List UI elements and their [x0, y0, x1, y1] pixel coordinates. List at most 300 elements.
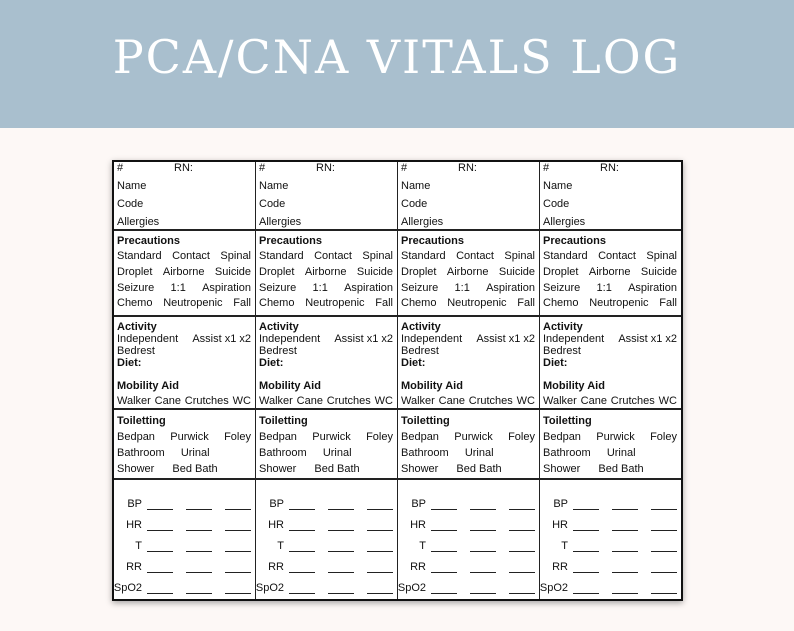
toileting-section: [256, 410, 397, 480]
vitals-section: [114, 480, 255, 599]
precaution-option: Contact: [172, 250, 210, 262]
blank-line[interactable]: [431, 551, 457, 552]
toileting-option: Bed Bath: [456, 463, 502, 475]
vital-row-spo2: [114, 582, 255, 596]
precautions-row: [259, 297, 393, 309]
blank-line[interactable]: [186, 593, 212, 594]
blank-line[interactable]: [186, 551, 212, 552]
blank-line[interactable]: [651, 572, 677, 573]
mobility-aid-heading: Mobility Aid: [259, 380, 321, 392]
precautions-row: [117, 266, 251, 278]
independent-option: Independent: [543, 333, 605, 345]
name-label: Name: [543, 180, 573, 192]
code-label: Code: [543, 198, 570, 210]
blank-line[interactable]: [186, 530, 212, 531]
vital-row-bp: [540, 498, 681, 512]
mobility-aid-heading: Mobility Aid: [401, 380, 463, 392]
toileting-option: Shower: [117, 463, 155, 475]
blank-line[interactable]: [328, 509, 354, 510]
precautions-row: [401, 297, 535, 309]
patient-info-section: [114, 162, 255, 231]
patient-column: [256, 162, 398, 599]
precaution-option: Airborne: [446, 266, 489, 278]
blank-line[interactable]: [612, 572, 638, 573]
blank-line[interactable]: [509, 572, 535, 573]
precautions-row: [401, 266, 535, 278]
precautions-heading: Precautions: [401, 235, 464, 247]
blank-line[interactable]: [225, 593, 251, 594]
blank-line[interactable]: [289, 530, 315, 531]
mobility-option: Crutches: [184, 395, 229, 407]
precaution-option: Airborne: [304, 266, 347, 278]
independent-option: Independent: [117, 333, 179, 345]
activity-section: [398, 317, 539, 410]
rn-label: RN:: [458, 162, 477, 174]
vital-row-spo2: [256, 582, 397, 596]
mobility-option: Walker: [259, 395, 293, 407]
page-title: PCA/CNA VITALS LOG: [112, 30, 682, 84]
activity-section: [540, 317, 681, 410]
header-banner: [0, 0, 794, 128]
blank-line[interactable]: [470, 530, 496, 531]
toileting-option: Bed Bath: [172, 463, 218, 475]
assist-option: Assist x1 x2: [618, 333, 677, 345]
precautions-heading: Precautions: [117, 235, 180, 247]
vital-row-t: [398, 540, 539, 554]
toileting-section: [114, 410, 255, 480]
activity-row: [401, 333, 535, 345]
blank-line[interactable]: [612, 593, 638, 594]
precautions-heading: Precautions: [543, 235, 606, 247]
vital-label: T: [419, 540, 426, 552]
vital-row-bp: [398, 498, 539, 512]
rn-label: RN:: [316, 162, 335, 174]
blank-line[interactable]: [367, 551, 393, 552]
vital-label: RR: [126, 561, 142, 573]
bedrest-option: Bedrest: [401, 345, 439, 357]
precaution-option: Aspiration: [202, 282, 251, 294]
blank-line[interactable]: [147, 509, 173, 510]
toileting-heading: Toiletting: [259, 415, 308, 427]
vital-row-rr: [540, 561, 681, 575]
precaution-option: Seizure: [117, 282, 155, 294]
blank-line[interactable]: [328, 572, 354, 573]
vital-row-hr: [114, 519, 255, 533]
precautions-row: [259, 266, 393, 278]
precaution-option: Chemo: [543, 297, 579, 309]
code-label: Code: [401, 198, 428, 210]
patient-number-label: #: [117, 162, 124, 174]
toileting-option: Shower: [401, 463, 439, 475]
blank-line[interactable]: [225, 572, 251, 573]
name-label: Name: [259, 180, 289, 192]
blank-line[interactable]: [612, 551, 638, 552]
blank-line[interactable]: [573, 509, 599, 510]
toileting-row: [401, 463, 535, 475]
vital-label: SpO2: [397, 582, 426, 594]
blank-line[interactable]: [651, 593, 677, 594]
vital-row-spo2: [540, 582, 681, 596]
mobility-option: WC: [374, 395, 393, 407]
blank-line[interactable]: [289, 509, 315, 510]
toileting-row: [401, 447, 535, 459]
blank-line[interactable]: [431, 509, 457, 510]
vital-label: T: [561, 540, 568, 552]
rn-label: RN:: [600, 162, 619, 174]
precaution-option: Suicide: [214, 266, 251, 278]
precaution-option: Airborne: [588, 266, 631, 278]
vitals-section: [256, 480, 397, 599]
vital-row-t: [540, 540, 681, 554]
activity-heading: Activity: [401, 321, 441, 333]
precautions-section: [256, 231, 397, 317]
vital-label: RR: [552, 561, 568, 573]
vital-row-bp: [114, 498, 255, 512]
precaution-option: Seizure: [543, 282, 581, 294]
allergies-label: Allergies: [259, 216, 302, 228]
vital-label: HR: [552, 519, 568, 531]
allergies-label: Allergies: [117, 216, 160, 228]
precaution-option: Droplet: [401, 266, 437, 278]
toileting-option: Bedpan: [543, 431, 581, 443]
precaution-option: Aspiration: [628, 282, 677, 294]
precaution-option: Standard: [543, 250, 588, 262]
mobility-option: Cane: [438, 395, 465, 407]
vital-row-t: [114, 540, 255, 554]
diet-label: Diet:: [543, 357, 568, 369]
blank-line[interactable]: [470, 593, 496, 594]
vital-row-hr: [540, 519, 681, 533]
vital-label: HR: [268, 519, 284, 531]
blank-line[interactable]: [509, 530, 535, 531]
mobility-row: [401, 395, 535, 407]
precautions-row: [543, 250, 677, 262]
blank-line[interactable]: [612, 530, 638, 531]
precaution-option: Suicide: [498, 266, 535, 278]
blank-line[interactable]: [367, 572, 393, 573]
blank-line[interactable]: [328, 593, 354, 594]
toileting-option: Bathroom: [543, 447, 591, 459]
vital-row-hr: [256, 519, 397, 533]
mobility-option: WC: [658, 395, 677, 407]
assist-option: Assist x1 x2: [476, 333, 535, 345]
vital-label: SpO2: [113, 582, 142, 594]
precaution-option: 1:1: [454, 282, 470, 294]
blank-line[interactable]: [651, 509, 677, 510]
toileting-option: Purwick: [454, 431, 493, 443]
blank-line[interactable]: [328, 530, 354, 531]
toileting-row: [259, 463, 393, 475]
vital-row-rr: [114, 561, 255, 575]
patient-column: [398, 162, 540, 599]
precautions-row: [117, 250, 251, 262]
precautions-section: [540, 231, 681, 317]
toileting-option: Bathroom: [259, 447, 307, 459]
toileting-option: Purwick: [170, 431, 209, 443]
vital-label: BP: [127, 498, 142, 510]
precaution-option: Chemo: [401, 297, 437, 309]
activity-section: [114, 317, 255, 410]
precaution-option: Fall: [517, 297, 535, 309]
precaution-option: 1:1: [312, 282, 328, 294]
toileting-option: Bathroom: [401, 447, 449, 459]
precaution-option: Aspiration: [344, 282, 393, 294]
rn-label: RN:: [174, 162, 193, 174]
precaution-option: Droplet: [259, 266, 295, 278]
diet-label: Diet:: [117, 357, 142, 369]
vitals-section: [398, 480, 539, 599]
blank-line[interactable]: [573, 551, 599, 552]
toileting-option: Bedpan: [401, 431, 439, 443]
bedrest-option: Bedrest: [259, 345, 297, 357]
toileting-option: Bed Bath: [314, 463, 360, 475]
vital-row-spo2: [398, 582, 539, 596]
bedrest-option: Bedrest: [543, 345, 581, 357]
vital-label: HR: [126, 519, 142, 531]
blank-line[interactable]: [573, 572, 599, 573]
precautions-row: [401, 250, 535, 262]
patient-number-label: #: [543, 162, 550, 174]
blank-line[interactable]: [186, 509, 212, 510]
precaution-option: Standard: [117, 250, 162, 262]
precaution-option: Contact: [314, 250, 352, 262]
toileting-option: Bathroom: [117, 447, 165, 459]
name-label: Name: [117, 180, 147, 192]
toileting-option: Foley: [650, 431, 677, 443]
mobility-option: Crutches: [326, 395, 371, 407]
blank-line[interactable]: [367, 509, 393, 510]
blank-line[interactable]: [289, 593, 315, 594]
blank-line[interactable]: [431, 572, 457, 573]
mobility-row: [259, 395, 393, 407]
precaution-option: Suicide: [356, 266, 393, 278]
toileting-option: Foley: [366, 431, 393, 443]
toileting-option: Purwick: [312, 431, 351, 443]
blank-line[interactable]: [573, 593, 599, 594]
name-label: Name: [401, 180, 431, 192]
precautions-section: [398, 231, 539, 317]
blank-line[interactable]: [509, 509, 535, 510]
precaution-option: Seizure: [401, 282, 439, 294]
vital-label: RR: [268, 561, 284, 573]
toileting-row: [117, 463, 251, 475]
toileting-option: Foley: [508, 431, 535, 443]
patient-number-label: #: [259, 162, 266, 174]
blank-line[interactable]: [147, 593, 173, 594]
allergies-label: Allergies: [543, 216, 586, 228]
mobility-option: WC: [232, 395, 251, 407]
vital-row-t: [256, 540, 397, 554]
vitals-log-sheet: [112, 160, 683, 601]
precaution-option: Contact: [598, 250, 636, 262]
toileting-option: Urinal: [180, 447, 210, 459]
precautions-row: [401, 282, 535, 294]
blank-line[interactable]: [509, 593, 535, 594]
code-label: Code: [259, 198, 286, 210]
precaution-option: Standard: [259, 250, 304, 262]
vital-row-rr: [398, 561, 539, 575]
blank-line[interactable]: [186, 572, 212, 573]
precaution-option: Seizure: [259, 282, 297, 294]
vital-row-hr: [398, 519, 539, 533]
blank-line[interactable]: [225, 509, 251, 510]
precaution-option: Spinal: [646, 250, 677, 262]
blank-line[interactable]: [470, 572, 496, 573]
precaution-option: Contact: [456, 250, 494, 262]
precaution-option: Spinal: [220, 250, 251, 262]
vital-label: T: [135, 540, 142, 552]
blank-line[interactable]: [470, 551, 496, 552]
activity-heading: Activity: [259, 321, 299, 333]
precaution-option: Chemo: [117, 297, 153, 309]
precaution-option: Neutropenic: [305, 297, 365, 309]
mobility-row: [117, 395, 251, 407]
blank-line[interactable]: [289, 572, 315, 573]
mobility-option: Walker: [543, 395, 577, 407]
independent-option: Independent: [259, 333, 321, 345]
toileting-row: [543, 463, 677, 475]
activity-row: [259, 333, 393, 345]
blank-line[interactable]: [328, 551, 354, 552]
toileting-option: Purwick: [596, 431, 635, 443]
precaution-option: Neutropenic: [589, 297, 649, 309]
blank-line[interactable]: [147, 530, 173, 531]
assist-option: Assist x1 x2: [334, 333, 393, 345]
activity-row: [543, 333, 677, 345]
toileting-row: [543, 447, 677, 459]
vital-label: HR: [410, 519, 426, 531]
precaution-option: Droplet: [543, 266, 579, 278]
blank-line[interactable]: [147, 572, 173, 573]
activity-section: [256, 317, 397, 410]
vital-label: SpO2: [539, 582, 568, 594]
toileting-section: [398, 410, 539, 480]
toileting-option: Urinal: [606, 447, 636, 459]
blank-line[interactable]: [367, 593, 393, 594]
precautions-section: [114, 231, 255, 317]
toileting-option: Bedpan: [117, 431, 155, 443]
precaution-option: 1:1: [596, 282, 612, 294]
activity-row: [117, 333, 251, 345]
patient-info-section: [540, 162, 681, 231]
mobility-row: [543, 395, 677, 407]
blank-line[interactable]: [367, 530, 393, 531]
vital-label: SpO2: [255, 582, 284, 594]
blank-line[interactable]: [289, 551, 315, 552]
toileting-row: [543, 431, 677, 443]
toileting-row: [401, 431, 535, 443]
precaution-option: Spinal: [362, 250, 393, 262]
precaution-option: Chemo: [259, 297, 295, 309]
blank-line[interactable]: [509, 551, 535, 552]
activity-heading: Activity: [543, 321, 583, 333]
toileting-row: [117, 431, 251, 443]
allergies-label: Allergies: [401, 216, 444, 228]
precaution-option: Fall: [375, 297, 393, 309]
toileting-heading: Toiletting: [117, 415, 166, 427]
toileting-heading: Toiletting: [401, 415, 450, 427]
blank-line[interactable]: [651, 551, 677, 552]
blank-line[interactable]: [225, 530, 251, 531]
diet-label: Diet:: [401, 357, 426, 369]
toileting-option: Urinal: [322, 447, 352, 459]
blank-line[interactable]: [612, 509, 638, 510]
code-label: Code: [117, 198, 144, 210]
precaution-option: Aspiration: [486, 282, 535, 294]
precautions-row: [117, 297, 251, 309]
diet-label: Diet:: [259, 357, 284, 369]
blank-line[interactable]: [225, 551, 251, 552]
precaution-option: Fall: [233, 297, 251, 309]
blank-line[interactable]: [431, 530, 457, 531]
blank-line[interactable]: [573, 530, 599, 531]
blank-line[interactable]: [651, 530, 677, 531]
toileting-option: Shower: [543, 463, 581, 475]
toileting-row: [117, 447, 251, 459]
patient-number-label: #: [401, 162, 408, 174]
toileting-row: [259, 447, 393, 459]
toileting-option: Bedpan: [259, 431, 297, 443]
precaution-option: Droplet: [117, 266, 153, 278]
precautions-row: [543, 266, 677, 278]
activity-heading: Activity: [117, 321, 157, 333]
vital-label: RR: [410, 561, 426, 573]
mobility-option: Crutches: [610, 395, 655, 407]
toileting-heading: Toiletting: [543, 415, 592, 427]
mobility-option: Walker: [401, 395, 435, 407]
assist-option: Assist x1 x2: [192, 333, 251, 345]
precaution-option: 1:1: [170, 282, 186, 294]
patient-info-section: [256, 162, 397, 231]
precaution-option: Standard: [401, 250, 446, 262]
toileting-row: [259, 431, 393, 443]
vital-row-rr: [256, 561, 397, 575]
mobility-option: Cane: [580, 395, 607, 407]
independent-option: Independent: [401, 333, 463, 345]
mobility-option: Crutches: [468, 395, 513, 407]
precautions-row: [117, 282, 251, 294]
precautions-row: [543, 282, 677, 294]
vital-label: BP: [411, 498, 426, 510]
precaution-option: Neutropenic: [447, 297, 507, 309]
mobility-option: Walker: [117, 395, 151, 407]
precautions-row: [259, 250, 393, 262]
precautions-row: [259, 282, 393, 294]
toileting-option: Urinal: [464, 447, 494, 459]
precaution-option: Spinal: [504, 250, 535, 262]
patient-column: [540, 162, 681, 599]
vitals-section: [540, 480, 681, 599]
blank-line[interactable]: [147, 551, 173, 552]
mobility-aid-heading: Mobility Aid: [543, 380, 605, 392]
bedrest-option: Bedrest: [117, 345, 155, 357]
toileting-option: Shower: [259, 463, 297, 475]
mobility-option: Cane: [154, 395, 181, 407]
precautions-heading: Precautions: [259, 235, 322, 247]
vital-label: T: [277, 540, 284, 552]
mobility-aid-heading: Mobility Aid: [117, 380, 179, 392]
blank-line[interactable]: [470, 509, 496, 510]
vital-label: BP: [269, 498, 284, 510]
precaution-option: Airborne: [162, 266, 205, 278]
blank-line[interactable]: [431, 593, 457, 594]
precaution-option: Suicide: [640, 266, 677, 278]
toileting-section: [540, 410, 681, 480]
toileting-option: Bed Bath: [598, 463, 644, 475]
precaution-option: Neutropenic: [163, 297, 223, 309]
vital-row-bp: [256, 498, 397, 512]
mobility-option: WC: [516, 395, 535, 407]
